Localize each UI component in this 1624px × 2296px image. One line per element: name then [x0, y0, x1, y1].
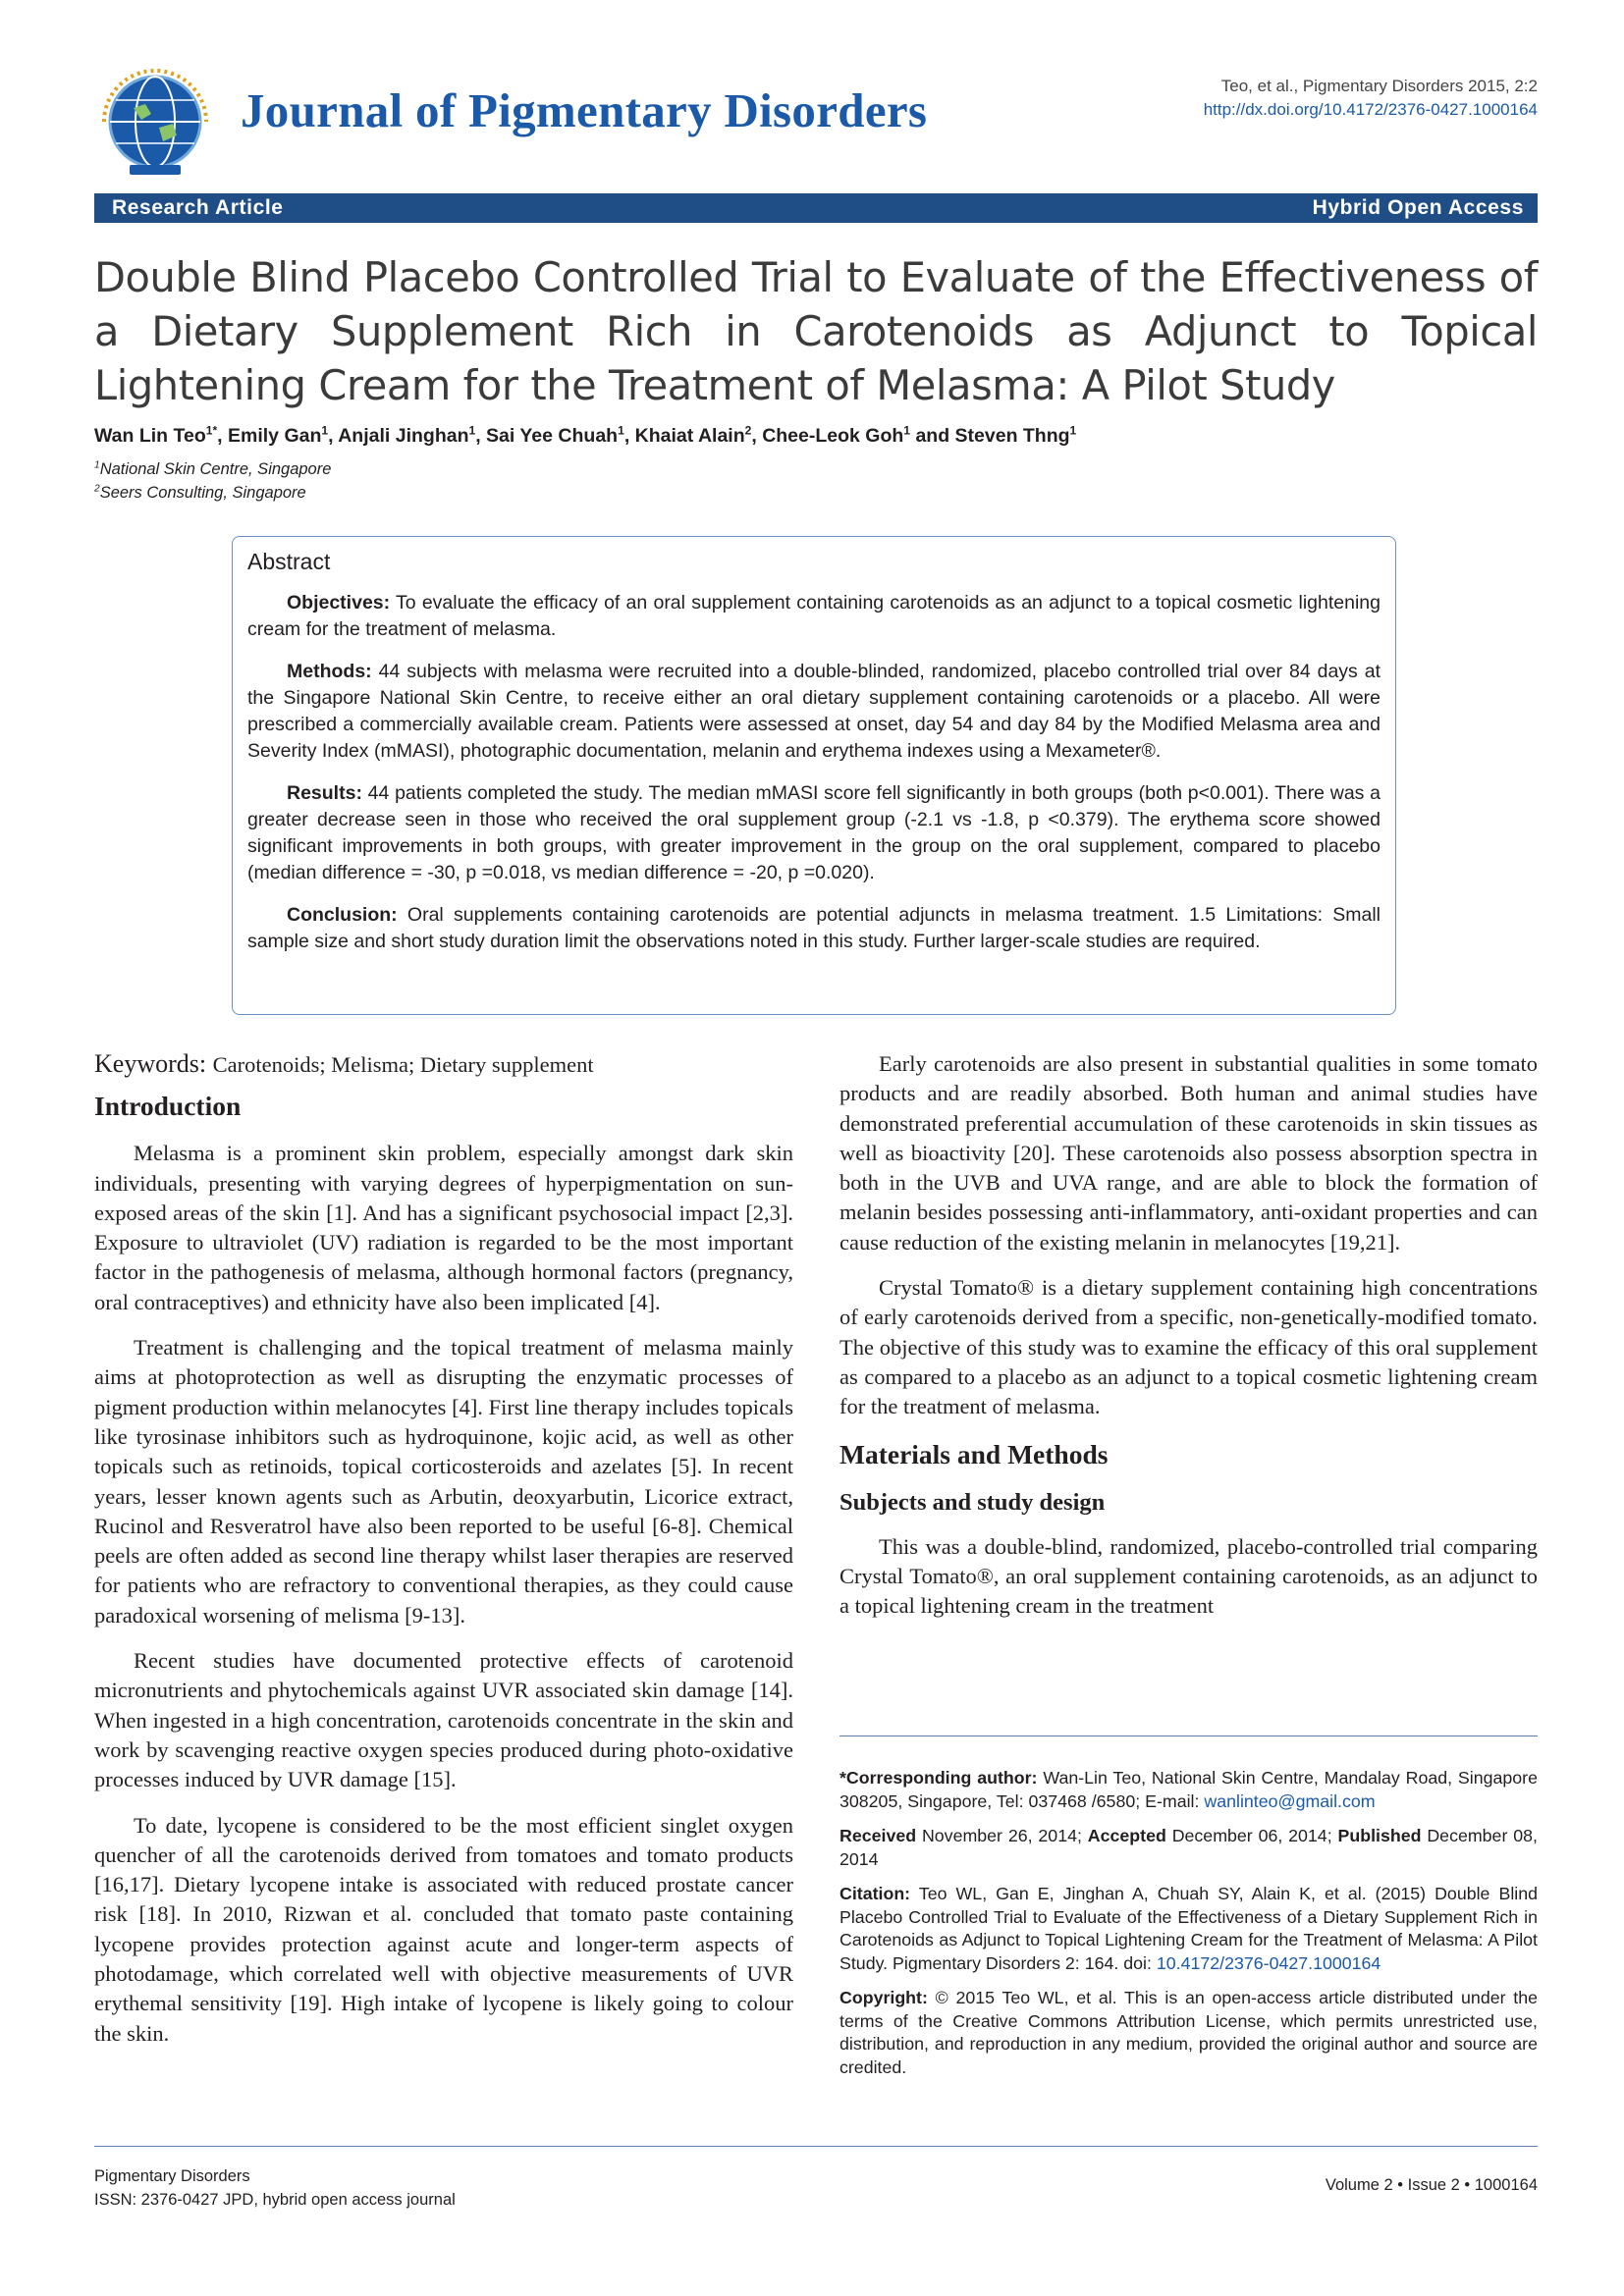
keywords [94, 1049, 793, 1080]
body-paragraph: This was a double-blind, randomized, placebo-controlled trial comparing Crystal Tomato®, an oral supplement containing carotenoids, as an adjunct to a topical lightening cream in the treatment [839, 1533, 1538, 1619]
article-dates: Received November 26, 2014; Accepted December 06, 2014; Published December 08, 2014 [839, 1826, 1538, 1869]
author-sup: 1 [618, 423, 624, 438]
left-column [94, 1049, 793, 2064]
body-paragraph: To date, lycopene is considered to be the most efficient singlet oxygen quencher of all the carotenoids derived from tomatoes and tomato products [16,17]. Dietary lycopene intake is associated with reduced prostate cancer risk [18]. In 2010, Rizwan et al. concluded that tomato paste containing lycopene provides protection against acute and longer-term aspects of photodamage, which correlated well with objective measurements of UVR erythemal sensitivity [19]. High intake of lycopene is likely going to colour the skin. [94, 1812, 793, 2046]
authors-and: and [915, 425, 950, 447]
author-name: Khaiat Alain [634, 425, 745, 447]
access-type-label: Hybrid Open Access [1312, 196, 1524, 219]
section-heading-introduction: Introduction [94, 1091, 242, 1122]
body-paragraph: Crystal Tomato® is a dietary supplement containing high concentrations of early carotenoids derived from a specific, non-genetically-modified tomato. The objective of this study was to examine the efficacy of this oral supplement as compared to a placebo as an adjunct to a topical cosmetic lightening cream for the treatment of melasma. [839, 1275, 1538, 1419]
abstract-box [232, 536, 1396, 1015]
author-list: Wan Lin Teo$^{1*}$, Emily Gan$^1$, Anjali Jinghan$^1$, Sai Yee Chuah$^1$, Khaiat Alain$^2$, Chee-Leok Goh$^1$ and Steven Thng$^1$ [94, 423, 1077, 447]
footer-volume: Volume 2 • Issue 2 • 1000164 [1325, 2176, 1538, 2194]
footer-journal-info [94, 2164, 456, 2212]
abstract-body [247, 590, 1380, 971]
affiliation-item: $^1$National Skin Centre, Singapore [94, 459, 332, 478]
column-divider [839, 1735, 1538, 1736]
author-name: Anjali Jinghan [338, 425, 469, 447]
footer-issn: ISSN: 2376-0427 JPD, hybrid open access journal [94, 2191, 456, 2209]
abstract-results: Results: 44 patients completed the study. The median mMASI score fell significantly in both groups (both p<0.001). There was a greater decrease seen in those who received the oral supplement group (-2.1 vs -1.8, p <0.379). The erythema score showed significant improvements in both groups, with greater improvement in the group on the oral supplement, compared to placebo (median difference = -30, p =0.018, vs median difference = -20, p =0.020). [247, 782, 1380, 883]
email-link[interactable]: wanlinteo@gmail.com [1204, 1790, 1376, 1811]
journal-logo-icon [94, 63, 216, 179]
author-name: Wan Lin Teo [94, 425, 206, 447]
keywords-value: Carotenoids; Melisma; Dietary supplement [212, 1052, 594, 1077]
article-title: Double Blind Placebo Controlled Trial to Evaluate of the Effectiveness of a Dietary Supplement Rich in Carotenoids as Adjunct to Topical Lightening Cream for the Treatment of Melasma: A Pilot Study [94, 253, 1538, 409]
author-sup: 1* [205, 423, 218, 438]
author-name: Emily Gan [228, 425, 322, 447]
footer-divider [94, 2146, 1538, 2147]
header-doi-link[interactable]: http://dx.doi.org/10.4172/2376-0427.1000164 [1203, 100, 1538, 119]
abstract-heading: Abstract [247, 549, 331, 574]
author-sup: 2 [744, 423, 752, 438]
author-name: Steven Thng [954, 425, 1070, 447]
copyright-note: Copyright: © 2015 Teo WL, et al. This is an open-access article distributed under the terms of the Creative Commons Attribution License, which permits unrestricted use, distribution, and reproduction in any medium, provided the original author and source are credited. [839, 1988, 1538, 2077]
section-heading-methods: Materials and Methods [839, 1438, 1109, 1469]
author-sup: 1 [1069, 423, 1077, 438]
footer-journal-name: Pigmentary Disorders [94, 2167, 250, 2185]
author-sup: 1 [321, 423, 329, 438]
body-paragraph: Recent studies have documented protective effects of carotenoid micronutrients and phytochemicals against UVR associated skin damage [14]. When ingested in a high concentration, carotenoids concentrate in the skin and work by scavenging reactive oxygen species produced during photo-oxidative processes induced by UVR damage [15]. [94, 1648, 793, 1792]
author-name: Sai Yee Chuah [486, 425, 619, 447]
affiliation-item: $^2$Seers Consulting, Singapore [94, 483, 306, 502]
article-type-band [94, 193, 1538, 223]
journal-title: Journal of Pigmentary Disorders [241, 83, 928, 137]
author-sup: 1 [468, 423, 476, 438]
subsection-heading-subjects: Subjects and study design [839, 1488, 1106, 1516]
citation-note: Citation: Teo WL, Gan E, Jinghan A, Chuah SY, Alain K, et al. (2015) Double Blind Placebo Controlled Trial to Evaluate of the Effectiveness of a Dietary Supplement Rich in Carotenoids as Adjunct to Topical Lightening Cream for the Treatment of Melasma: A Pilot Study. Pigmentary Disorders 2: 164. doi: 10.4172/2376-0427.1000164 [839, 1884, 1538, 1973]
article-notes [839, 1767, 1538, 2091]
header-citation [988, 75, 1538, 122]
article-type-label: Research Article [112, 196, 284, 219]
header-citation-line: Teo, et al., Pigmentary Disorders 2015, 2:2 [1220, 77, 1538, 95]
keywords-label: Keywords: [94, 1049, 207, 1078]
abstract-methods: Methods: 44 subjects with melasma were recruited into a double-blinded, randomized, placebo controlled trial over 84 days at the Singapore National Skin Centre, to receive either an oral dietary supplement containing carotenoids or a placebo. All were prescribed a commercially available cream. Patients were assessed at onset, day 54 and day 84 by the Modified Melasma area and Severity Index (mMASI), photographic documentation, melanin and erythema indexes using a Mexameter®. [247, 661, 1380, 762]
body-paragraph: Melasma is a prominent skin problem, especially amongst dark skin individuals, presenting with varying degrees of hyperpigmentation on sun-exposed areas of the skin [1]. And has a significant psychosocial impact [2,3]. Exposure to ultraviolet (UV) radiation is regarded to be the most important factor in the pathogenesis of melasma, although hormonal factors (pregnancy, oral contraceptives) and ethnicity have also been implicated [4]. [94, 1141, 793, 1314]
abstract-objectives: Objectives: To evaluate the efficacy of an oral supplement containing carotenoids as an adjunct to a topical cosmetic lightening cream for the treatment of melasma. [247, 592, 1380, 640]
abstract-conclusion: Conclusion: Oral supplements containing carotenoids are potential adjuncts in melasma treatment. 1.5 Limitations: Small sample size and short study duration limit the observations noted in this study. Further larger-scale studies are required. [247, 904, 1381, 952]
doi-link[interactable]: 10.4172/2376-0427.1000164 [1156, 1952, 1381, 1973]
corresponding-author: *Corresponding author: Wan-Lin Teo, National Skin Centre, Mandalay Road, Singapore 308205, Singapore, Tel: 037468 /6580; E-mail: wanlinteo@gmail.com [839, 1768, 1538, 1811]
right-column [839, 1049, 1538, 1636]
author-name: Chee-Leok Goh [762, 425, 904, 447]
body-paragraph: Early carotenoids are also present in substantial qualities in some tomato products and are readily absorbed. Both human and animal studies have demonstrated preferential accumulation of these carotenoids in skin tissues as well as bioactivity [20]. These carotenoids also possess absorption spectra in both in the UVB and UVA range, and are able to block the formation of melanin besides possessing anti-inflammatory, anti-oxidant properties and can cause reduction of the existing melanin in melanocytes [19,21]. [839, 1051, 1538, 1255]
author-sup: 1 [903, 423, 911, 438]
body-paragraph: Treatment is challenging and the topical treatment of melasma mainly aims at photoprotection as well as disrupting the enzymatic processes of pigment production within melanocytes [4]. First line therapy includes topicals like tyrosinase inhibitors such as hydroquinone, kojic acid, as well as other topicals such as retinoids, topical corticosteroids and azelates [5]. In recent years, lesser known agents such as Arbutin, deoxyarbutin, Licorice extract, Rucinol and Resveratrol have also been reported to be useful [6-8]. Chemical peels are often added as second line therapy whilst laser therapies are reserved for patients who are refractory to conventional therapies, as they could cause paradoxical worsening of melisma [9-13]. [94, 1335, 793, 1628]
affiliations [94, 457, 331, 505]
